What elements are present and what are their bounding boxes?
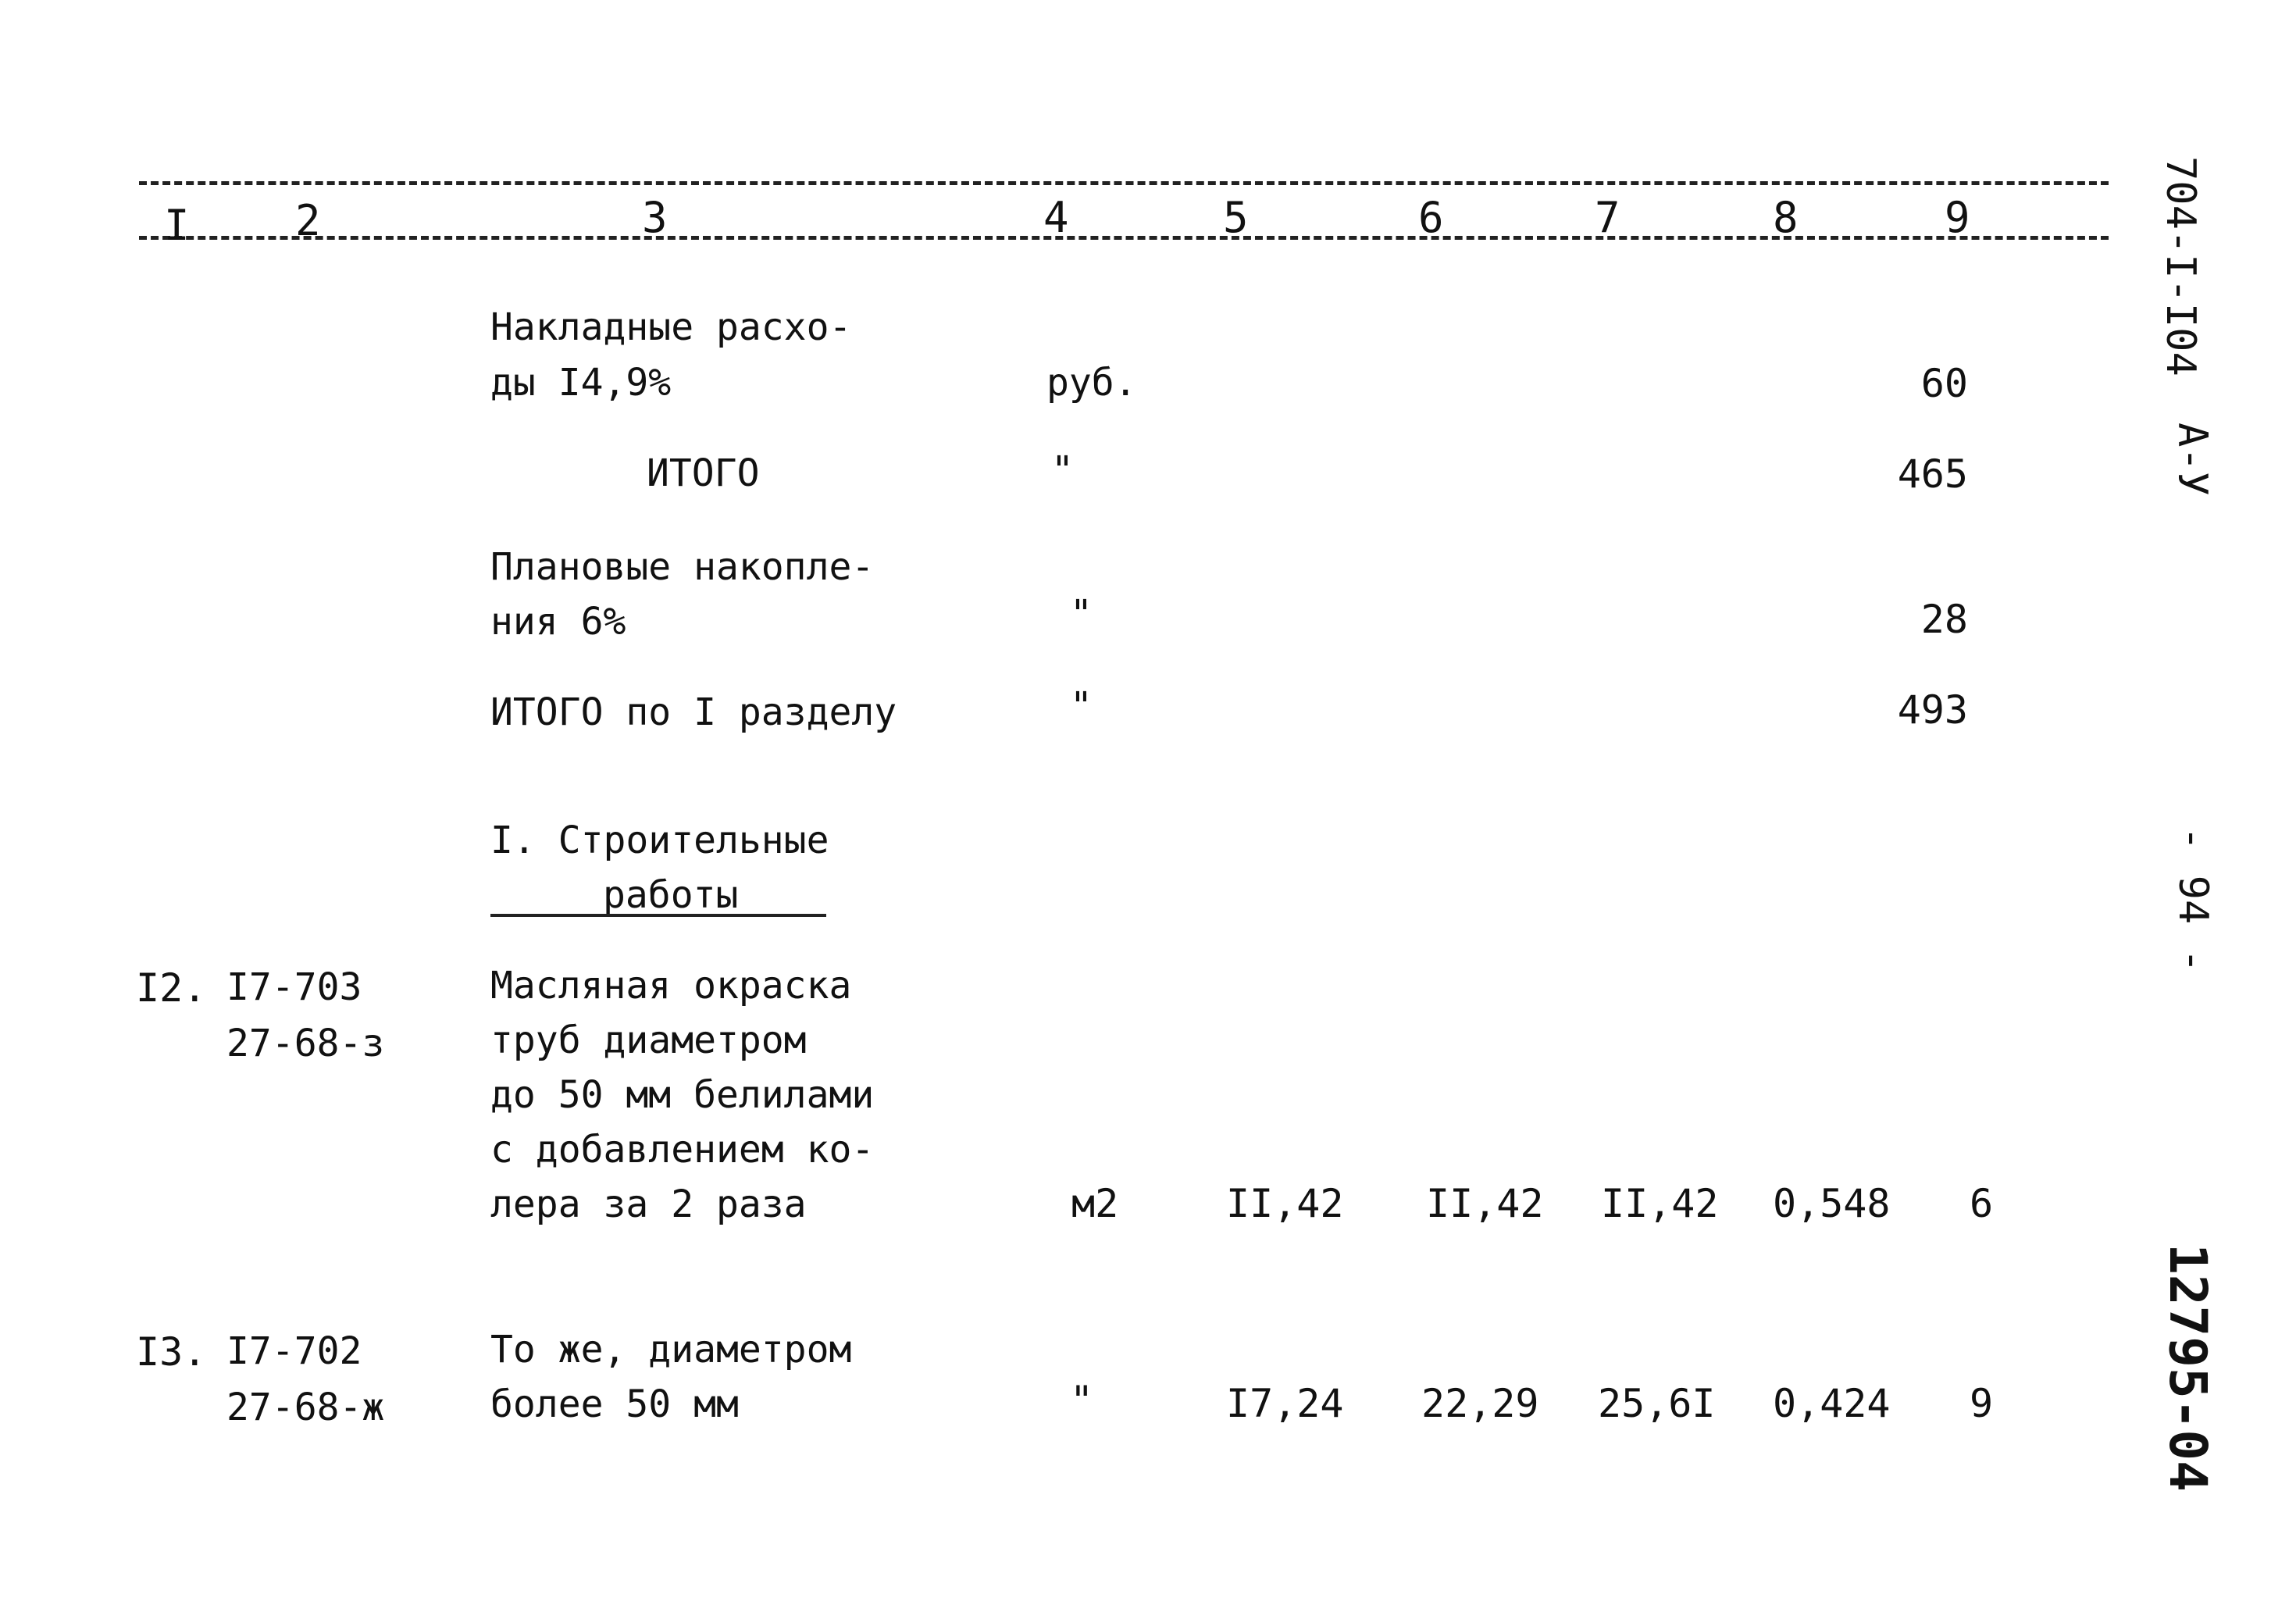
- item-code-line1: I7-703: [226, 965, 362, 1009]
- subtotal-label: ИТОГО: [647, 451, 760, 495]
- section-heading-line1: I. Строительные: [490, 819, 829, 862]
- header-top-rule: [139, 181, 2109, 185]
- planned-label-line1: Плановые накопле-: [490, 545, 875, 589]
- column-header-6: 6: [1418, 193, 1444, 242]
- item-description-line1: Масляная окраска: [490, 964, 852, 1008]
- item-description-line1: То же, диаметром: [490, 1328, 852, 1372]
- item-col6: II,42: [1426, 1181, 1544, 1226]
- item-col8: 0,548: [1773, 1181, 1891, 1226]
- item-description-line2: труб диаметром: [490, 1018, 807, 1062]
- column-header-5: 5: [1223, 193, 1249, 242]
- section-total-total: 493: [1897, 687, 1968, 733]
- page-number: - 94 -: [2169, 826, 2216, 973]
- album-code: А-У: [2169, 423, 2216, 496]
- planned-label-line2: ния 6%: [490, 600, 626, 644]
- planned-total: 28: [1920, 597, 1968, 642]
- overhead-label-line2: ды I4,9%: [490, 361, 672, 405]
- item-code-line1: I7-702: [226, 1329, 362, 1373]
- item-col6: 22,29: [1421, 1381, 1539, 1426]
- item-col9: 6: [1970, 1181, 1994, 1226]
- item-code-line2: 27-68-з: [226, 1022, 385, 1065]
- item-col5: I7,24: [1226, 1381, 1344, 1426]
- column-header-8: 8: [1773, 193, 1799, 242]
- section-total-label: ИТОГО по I разделу: [490, 690, 897, 734]
- item-col8: 0,424: [1773, 1381, 1891, 1426]
- subtotal-unit: ": [1051, 448, 1074, 492]
- column-header-9: 9: [1945, 193, 1970, 242]
- overhead-total: 60: [1920, 361, 1968, 406]
- item-col5: II,42: [1226, 1181, 1344, 1226]
- item-description-line4: с добавлением ко-: [490, 1128, 875, 1172]
- subtotal-total: 465: [1897, 451, 1968, 497]
- item-col7: 25,6I: [1598, 1381, 1716, 1426]
- document-code: 704-I-I04: [2157, 156, 2204, 376]
- overhead-unit: руб.: [1046, 361, 1137, 405]
- item-col9: 9: [1970, 1381, 1994, 1426]
- section-heading-underline: [490, 914, 826, 917]
- item-description-line5: лера за 2 раза: [490, 1182, 807, 1226]
- item-description-line2: более 50 мм: [490, 1382, 739, 1426]
- column-header-1: I: [164, 201, 190, 250]
- item-number: I3.: [136, 1329, 207, 1375]
- item-col7: II,42: [1601, 1181, 1719, 1226]
- column-header-7: 7: [1595, 193, 1620, 242]
- column-header-2: 2: [295, 196, 321, 245]
- overhead-label-line1: Накладные расхо-: [490, 305, 852, 349]
- item-unit: м2: [1071, 1181, 1119, 1226]
- column-header-3: 3: [642, 193, 668, 242]
- column-header-4: 4: [1043, 193, 1069, 242]
- planned-unit: ": [1070, 592, 1093, 636]
- item-number: I2.: [136, 965, 207, 1011]
- sheet-number: 12795-04: [2158, 1243, 2218, 1492]
- item-unit: ": [1070, 1378, 1094, 1423]
- header-bottom-rule: [139, 236, 2109, 240]
- section-heading-line2: работы: [603, 873, 739, 917]
- item-description-line3: до 50 мм белилами: [490, 1073, 875, 1117]
- section-total-unit: ": [1070, 684, 1093, 728]
- item-code-line2: 27-68-ж: [226, 1386, 385, 1429]
